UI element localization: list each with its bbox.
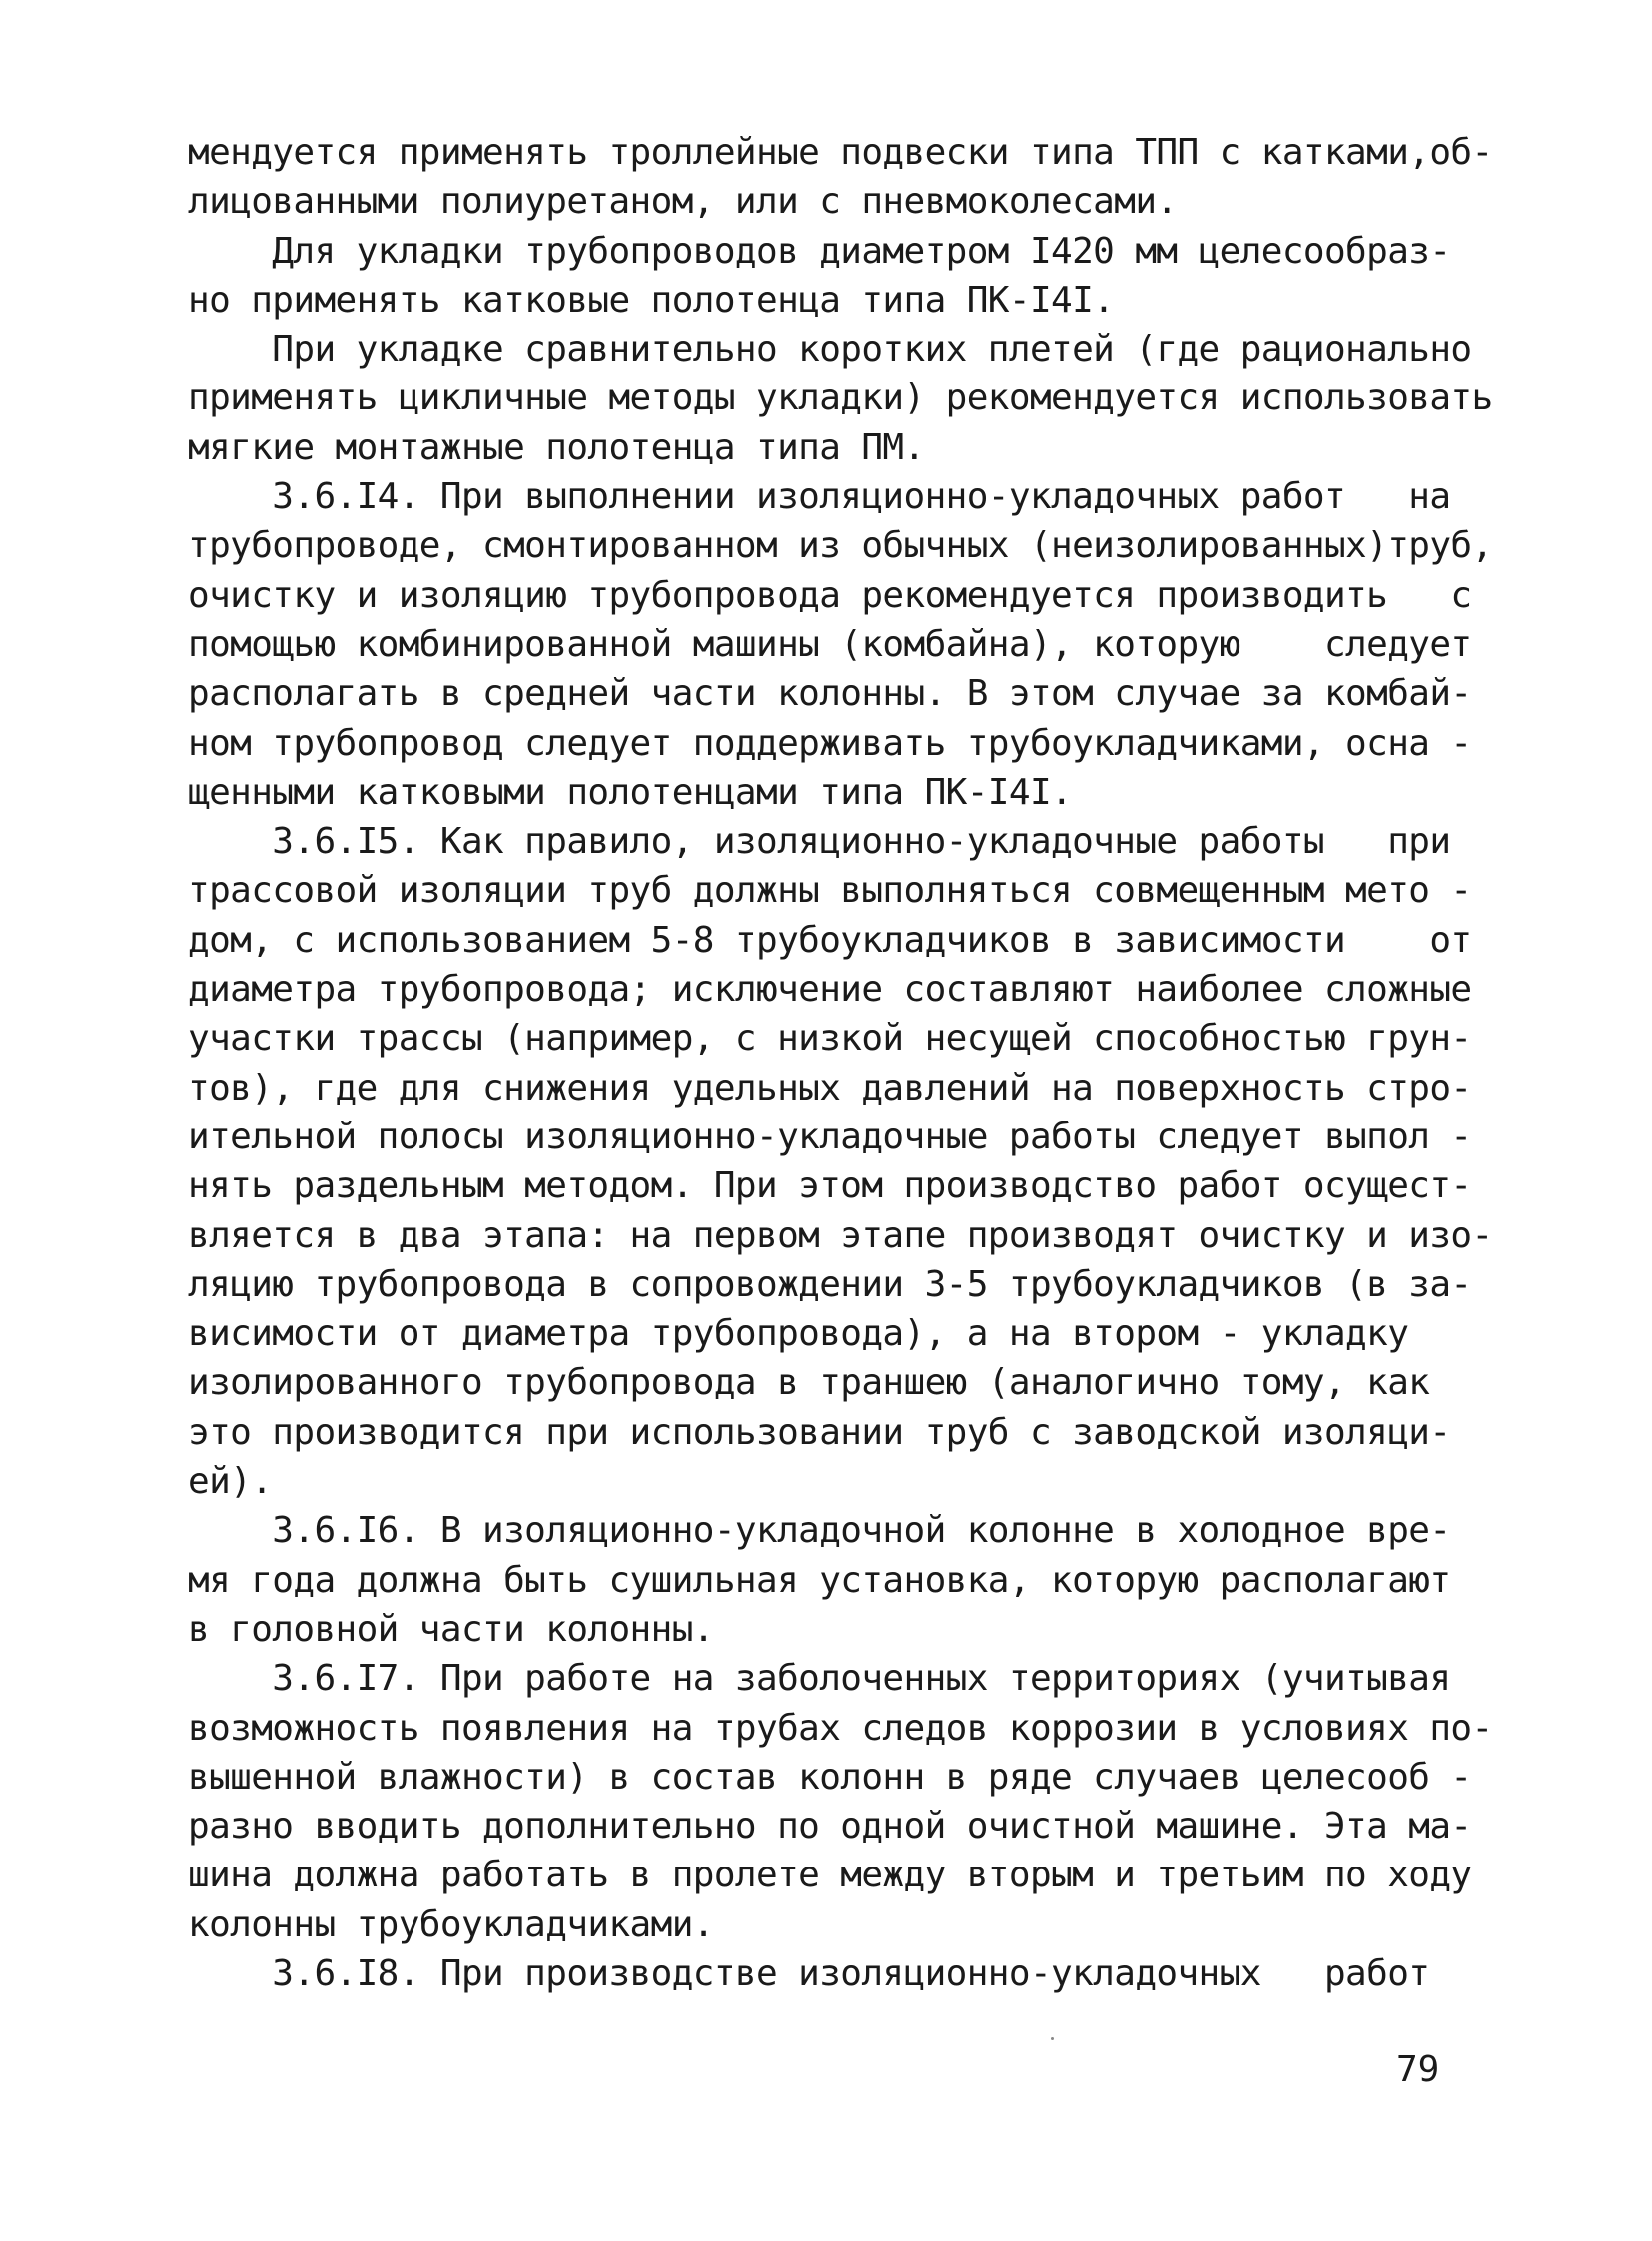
text-line: разно вводить дополнительно по одной очистной машине. Эта ма- [188,1806,1472,1848]
text-line: шина должна работать в пролете между вторым и третьим по ходу [188,1855,1472,1896]
page-number: 79 [1396,2049,1440,2090]
text-line: мя года должна быть сушильная установка, которую располагают [188,1559,1451,1601]
text-line: лицованными полиуретаном, или с пневмоколесами. [188,181,1178,223]
text-line: щенными катковыми полотенцами типа ПК-I4I. [188,771,1073,813]
text-line: применять цикличные методы укладки) рекомендуется использовать [188,377,1493,419]
text-line: это производится при использовании труб с заводской изоляци- [188,1411,1451,1453]
text-line: ном трубопровод следует поддерживать трубоукладчиками, осна - [188,722,1472,764]
text-line: трассовой изоляции труб должны выполняться совмещенным мето - [188,870,1472,912]
text-line: очистку и изоляцию трубопровода рекомендуется производить с [188,574,1472,616]
text-line: изолированного трубопровода в траншею (аналогично тому, как [188,1362,1430,1404]
text-line: 3.6.I7. При работе на заболоченных территориях (учитывая [188,1658,1451,1700]
text-line: 3.6.I6. В изоляционно-укладочной колонне в холодное вре- [188,1510,1451,1552]
body-text [188,128,1493,1998]
text-line: трубопроводе, смонтированном из обычных (неизолированных)труб, [188,525,1493,567]
text-line: в головной части колонны. [188,1608,714,1650]
text-line: располагать в средней части колонны. В этом случае за комбай- [188,673,1472,715]
text-line: участки трассы (например, с низкой несущей способностью грун- [188,1018,1472,1060]
text-line: 3.6.I4. При выполнении изоляционно-укладочных работ на [188,476,1451,518]
text-line: висимости от диаметра трубопровода), а на втором - укладку [188,1313,1409,1355]
text-line: помощью комбинированной машины (комбайна), которую следует [188,623,1472,665]
text-line: ей). [188,1461,273,1503]
text-line: нять раздельным методом. При этом производство работ осущест- [188,1165,1472,1207]
text-line: возможность появления на трубах следов коррозии в условиях по- [188,1707,1493,1749]
text-line: мендуется применять троллейные подвески типа ТПП с катками,об- [188,132,1493,173]
text-line: тов), где для снижения удельных давлений на поверхность стро- [188,1067,1472,1109]
text-line: вляется в два этапа: на первом этапе производят очистку и изо- [188,1214,1493,1256]
scan-speck [1051,2037,1054,2040]
text-line: вышенной влажности) в состав колонн в ряде случаев целесооб - [188,1756,1472,1798]
text-line: дом, с использованием 5-8 трубоукладчиков в зависимости от [188,919,1472,961]
text-line: Для укладки трубопроводов диаметром I420 мм целесообраз- [188,230,1451,272]
text-line: 3.6.I5. Как правило, изоляционно-укладочные работы при [188,821,1451,863]
text-line: ительной полосы изоляционно-укладочные работы следует выпол - [188,1116,1472,1157]
text-line: колонны трубоукладчиками. [188,1903,714,1945]
text-line: но применять катковые полотенца типа ПК-I4I. [188,279,1115,321]
text-line: диаметра трубопровода; исключение составляют наиболее сложные [188,969,1472,1011]
text-line: При укладке сравнительно коротких плетей (где рационально [188,329,1472,371]
text-line: ляцию трубопровода в сопровождении 3-5 трубоукладчиков (в за- [188,1263,1472,1305]
text-line: 3.6.I8. При производстве изоляционно-укладочных работ [188,1952,1430,1994]
text-line: мягкие монтажные полотенца типа ПМ. [188,426,925,468]
